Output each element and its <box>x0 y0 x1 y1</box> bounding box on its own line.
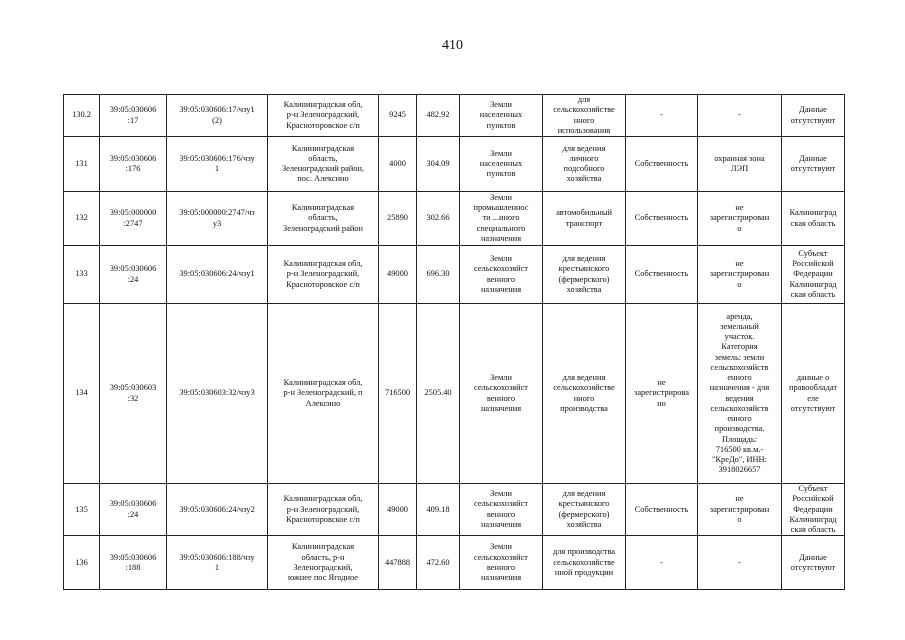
cell-part-area: 482.92 <box>417 95 460 137</box>
cell-encumbrance: не зарегистрирован о <box>698 246 782 304</box>
cell-right-holder: Субъект Российской Федерации Калининград ская область <box>782 484 845 536</box>
cell-row-number: 132 <box>64 192 100 246</box>
cell-permitted-use: для ведения крестьянского (фермерского) хозяйства <box>543 484 626 536</box>
table-row <box>64 192 845 246</box>
cell-land-category: Земли населенных пунктов <box>460 137 543 192</box>
cell-address: Калининградская обл, р-н Зеленоградский, Красноторовское с/п <box>268 484 379 536</box>
cell-plot-area: 4000 <box>379 137 417 192</box>
cell-address: Калининградская обл, р-н Зеленоградский, п Алексино <box>268 304 379 484</box>
cell-plot-part-number: 39:05:030606:24/чзу2 <box>167 484 268 536</box>
cell-part-area: 409.18 <box>417 484 460 536</box>
table-row <box>64 536 845 590</box>
cell-plot-area: 716500 <box>379 304 417 484</box>
cell-plot-part-number: 39:05:030606:176/чзу 1 <box>167 137 268 192</box>
table-row <box>64 95 845 137</box>
cell-cadastral-number: 39:05:030606 :176 <box>100 137 167 192</box>
cell-right-type: не зарегистрирова но <box>626 304 698 484</box>
cell-right-holder: Субъект Российской Федерации Калининград ская область <box>782 246 845 304</box>
table-row <box>64 246 845 304</box>
cell-cadastral-number: 39:05:030603 :32 <box>100 304 167 484</box>
cell-row-number: 134 <box>64 304 100 484</box>
cell-encumbrance: не зарегистрирован о <box>698 484 782 536</box>
cell-permitted-use: для ведения крестьянского (фермерского) хозяйства <box>543 246 626 304</box>
cell-plot-part-number: 39:05:030606:17/чзу1 (2) <box>167 95 268 137</box>
cell-plot-area: 25890 <box>379 192 417 246</box>
cell-land-category: Земли сельскохозяйст венного назначения <box>460 304 543 484</box>
cell-encumbrance: не зарегистрирован о <box>698 192 782 246</box>
cell-plot-area: 49000 <box>379 246 417 304</box>
cell-permitted-use: для ведения сельскохозяйстве нного производства <box>543 304 626 484</box>
cell-address: Калининградская обл, р-н Зеленоградский, Красноторовское с/п <box>268 246 379 304</box>
cell-land-category: Земли сельскохозяйст венного назначения <box>460 484 543 536</box>
cell-right-holder: данные о правообладат еле отсутствуют <box>782 304 845 484</box>
cell-right-holder: Калининград ская область <box>782 192 845 246</box>
cell-right-type: Собственность <box>626 137 698 192</box>
cell-cadastral-number: 39:05:030606 :188 <box>100 536 167 590</box>
cell-plot-part-number: 39:05:000000:2747/чз у3 <box>167 192 268 246</box>
cell-address: Калининградская область, р-н Зеленоградский, южнее пос Ягодное <box>268 536 379 590</box>
table-row <box>64 137 845 192</box>
cell-permitted-use: для ведения личного подсобного хозяйства <box>543 137 626 192</box>
cell-plot-area: 49000 <box>379 484 417 536</box>
cell-plot-part-number: 39:05:030606:24/чзу1 <box>167 246 268 304</box>
cell-row-number: 131 <box>64 137 100 192</box>
cell-permitted-use: для сельскохозяйстве нного использования <box>543 95 626 137</box>
cell-part-area: 696.30 <box>417 246 460 304</box>
land-plots-table <box>63 94 845 590</box>
cell-cadastral-number: 39:05:030606 :24 <box>100 484 167 536</box>
cell-right-type: - <box>626 95 698 137</box>
cell-land-category: Земли сельскохозяйст венного назначения <box>460 536 543 590</box>
cell-land-category: Земли населенных пунктов <box>460 95 543 137</box>
cell-cadastral-number: 39:05:030606 :24 <box>100 246 167 304</box>
cell-address: Калининградская обл, р-н Зеленоградский, Красноторовское с/п <box>268 95 379 137</box>
cell-part-area: 302.66 <box>417 192 460 246</box>
cell-plot-area: 9245 <box>379 95 417 137</box>
cell-part-area: 2505.40 <box>417 304 460 484</box>
cell-right-holder: Данные отсутствуют <box>782 536 845 590</box>
cell-part-area: 472.60 <box>417 536 460 590</box>
cell-land-category: Земли промышленнос ти ...иного специального назначения <box>460 192 543 246</box>
cell-permitted-use: для производства сельскохозяйстве нной продукции <box>543 536 626 590</box>
cell-plot-area: 447888 <box>379 536 417 590</box>
table-body <box>64 95 845 590</box>
cell-encumbrance: - <box>698 536 782 590</box>
cell-cadastral-number: 39:05:030606 :17 <box>100 95 167 137</box>
cell-row-number: 135 <box>64 484 100 536</box>
cell-encumbrance: - <box>698 95 782 137</box>
cell-cadastral-number: 39:05:000000 :2747 <box>100 192 167 246</box>
cell-right-type: Собственность <box>626 192 698 246</box>
cell-right-type: - <box>626 536 698 590</box>
cell-land-category: Земли сельскохозяйст венного назначения <box>460 246 543 304</box>
cell-plot-part-number: 39:05:030603:32/чзу3 <box>167 304 268 484</box>
cell-address: Калининградская область, Зеленоградский район <box>268 192 379 246</box>
cell-address: Калининградская область, Зеленоградский район, пос. Алексино <box>268 137 379 192</box>
cell-permitted-use: автомобильный транспорт <box>543 192 626 246</box>
cell-row-number: 133 <box>64 246 100 304</box>
cell-plot-part-number: 39:05:030606:188/чзу 1 <box>167 536 268 590</box>
cell-right-type: Собственность <box>626 246 698 304</box>
cell-encumbrance: охранная зона ЛЭП <box>698 137 782 192</box>
cell-row-number: 136 <box>64 536 100 590</box>
cell-encumbrance: аренда, земельный участок. Категория земель: земли сельскохозяйств енного назначения - для ведения сельскохозяйств енного производства. Площадь: 716500 кв.м.- "КреДо", ИНН: 3918026657 <box>698 304 782 484</box>
cell-right-type: Собственность <box>626 484 698 536</box>
cell-part-area: 304.09 <box>417 137 460 192</box>
cell-right-holder: Данные отсутствуют <box>782 95 845 137</box>
table-row <box>64 484 845 536</box>
cell-right-holder: Данные отсутствуют <box>782 137 845 192</box>
cell-row-number: 130.2 <box>64 95 100 137</box>
table-row <box>64 304 845 484</box>
page-number: 410 <box>442 38 463 53</box>
